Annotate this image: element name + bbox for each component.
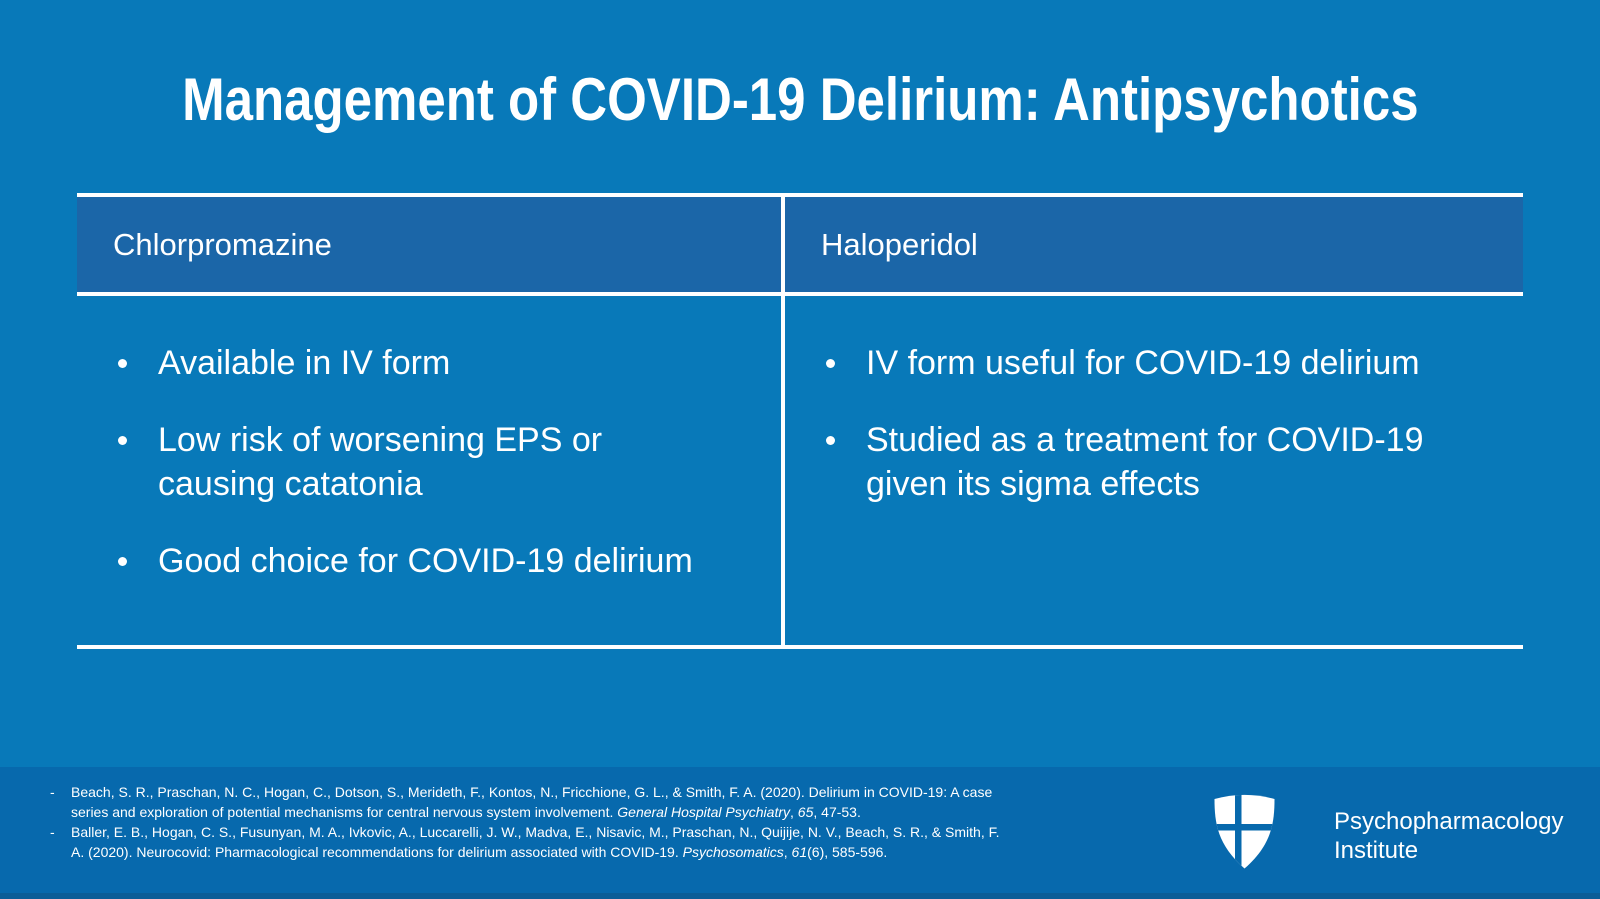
reference-segment: (6), 585-596.	[807, 844, 888, 860]
reference-dash: -	[50, 824, 55, 840]
body-cell-haloperidol	[785, 296, 1523, 645]
header-cell-chlorpromazine	[77, 197, 785, 292]
logo-text	[1334, 807, 1563, 865]
footer-bar	[0, 767, 1600, 899]
bullet-icon	[118, 359, 127, 368]
table-header-row	[77, 197, 1523, 296]
body-cell-chlorpromazine	[77, 296, 785, 645]
bullet-text	[866, 341, 1420, 385]
bullet-list	[113, 341, 751, 583]
reference-item	[50, 782, 1002, 822]
table-body-row	[77, 296, 1523, 645]
bullet-line: Low risk of worsening EPS or	[158, 421, 603, 459]
footer-bottom-edge	[0, 893, 1600, 899]
bullet-icon	[826, 359, 835, 368]
bullet-item	[821, 418, 1493, 506]
bullet-icon	[118, 436, 127, 445]
bullet-item	[821, 341, 1493, 385]
reference-item	[50, 822, 1002, 862]
bullet-line: Available in IV form	[158, 344, 451, 382]
reference-segment: Beach, S. R., Praschan, N. C., Hogan, C., Dotson, S., Merideth, F., Kontos, N., Fricchione, G. L., & Smith, F. A. (2020). Delirium in COVID-19: A case series and exploration of potential mechanisms for central nervous system involvement.	[71, 784, 993, 820]
bullet-line: Studied as a treatment for COVID-19	[866, 421, 1424, 459]
shield-cross-icon	[1211, 791, 1278, 871]
journal-volume: 65	[797, 804, 814, 820]
header-cell-haloperidol	[785, 197, 1523, 292]
logo-line-2: Institute	[1334, 837, 1419, 864]
journal-name: General Hospital Psychiatry	[617, 804, 791, 820]
bullet-item	[113, 341, 751, 385]
bullet-icon	[118, 557, 127, 566]
journal-volume: 61	[791, 844, 808, 860]
reference-segment: ,	[783, 844, 792, 860]
bullet-text	[158, 418, 602, 506]
bullet-text	[866, 418, 1423, 506]
bullet-line: given its sigma effects	[866, 465, 1200, 503]
bullet-item	[113, 539, 751, 583]
bullet-list	[821, 341, 1493, 506]
slide-title-text: Management of COVID-19 Delirium: Antipsychotics	[181, 66, 1419, 133]
slide-title	[0, 62, 1600, 138]
bullet-line: Good choice for COVID-19 delirium	[158, 542, 693, 580]
reference-segment: ,	[790, 804, 798, 820]
reference-dash: -	[50, 784, 55, 800]
reference-text	[71, 782, 1002, 822]
reference-segment: Baller, E. B., Hogan, C. S., Fusunyan, M. A., Ivkovic, A., Luccarelli, J. W., Madva, E., Nisavic, M., Praschan, N., Quijije, N. V., Beach, S. R., & Smith, F. A. (2020). Neurocovid: Pharmacological recommendations for delirium associated with COVID-19.	[71, 824, 1000, 860]
logo-line-1: Psychopharmacology	[1334, 808, 1564, 835]
reference-list	[50, 782, 1002, 862]
comparison-table	[77, 193, 1523, 649]
bullet-icon	[826, 436, 835, 445]
bullet-item	[113, 418, 751, 506]
bullet-text	[158, 341, 450, 385]
reference-text	[71, 822, 1002, 862]
logo	[1211, 791, 1563, 871]
bullet-text	[158, 539, 693, 583]
column-header-label: Chlorpromazine	[113, 226, 332, 262]
bullet-line: causing catatonia	[158, 465, 423, 503]
reference-segment: , 47-53.	[813, 804, 861, 820]
bullet-line: IV form useful for COVID-19 delirium	[866, 344, 1420, 382]
journal-name: Psychosomatics	[682, 844, 784, 860]
column-header-label: Haloperidol	[821, 226, 978, 262]
